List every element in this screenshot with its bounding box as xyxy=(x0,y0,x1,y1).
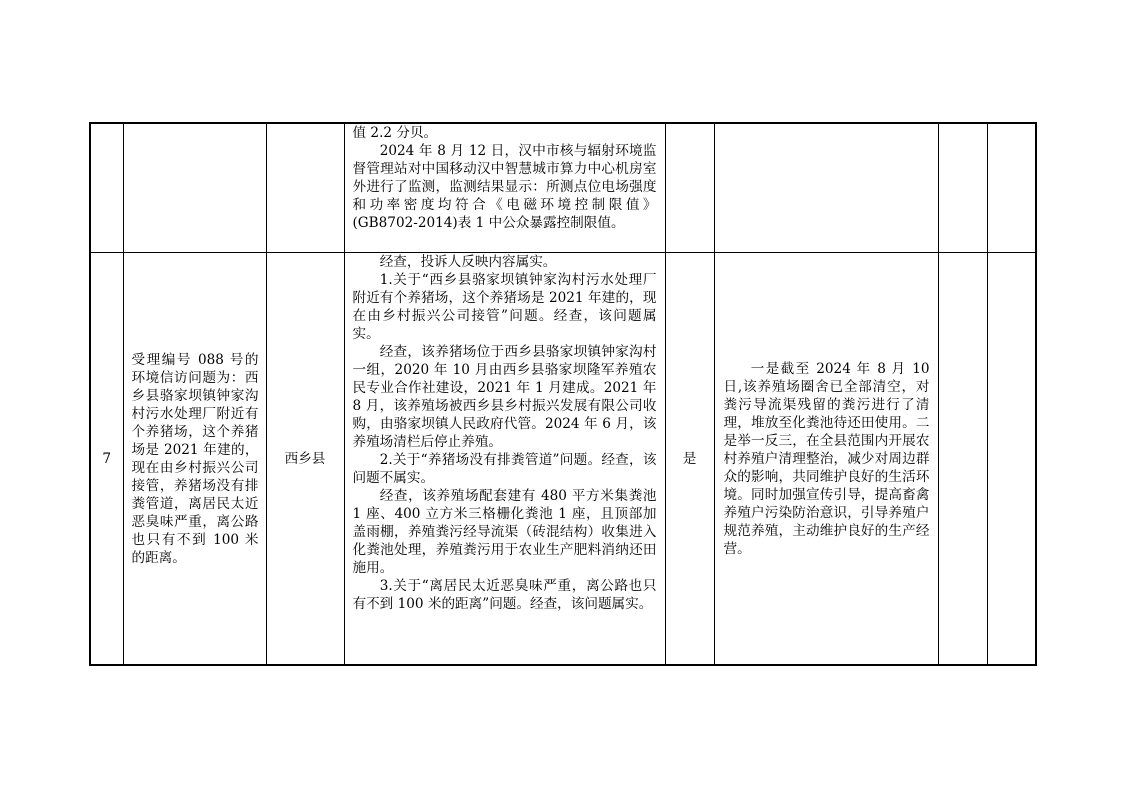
detail-cell xyxy=(344,253,665,666)
table-row xyxy=(90,253,1036,666)
detail-paragraph: 经查，投诉人反映内容属实。 xyxy=(379,254,557,270)
issue-text: 受理编号 088 号的环境信访问题为：西乡县骆家坝镇钟家沟村污水处理厂附近有个养猪场，这个养猪场是 2021 年建的，现在由乡村振兴公司接管，养猪场没有排粪管道，离居民太近恶臭味严重，离公路也只有不到 100 米的距离。 xyxy=(131,351,259,566)
detail-paragraph: 2024 年 8 月 12 日，汉中市核与辐射环境监督管理站对中国移动汉中智慧城市算力中心机房室外进行了监测，监测结果显示：所测点位电场强度和功率密度均符合《电磁环境控制限值》(GB8702-2014)表 1 中公众暴露控制限值。 xyxy=(352,143,657,231)
number-cell: 7 xyxy=(90,253,123,666)
table-row xyxy=(90,123,1036,253)
detail-paragraph: 1.关于“西乡县骆家坝镇钟家沟村污水处理厂附近有个养猪场，这个养猪场是 2021 年建的，现在由乡村振兴公司接管”问题。经查，该问题属实。 xyxy=(352,272,657,342)
detail-paragraph: 3.关于“离居民太近恶臭味严重，离公路也只有不到 100 米的距离”问题。经查，该问题属实。 xyxy=(352,578,657,612)
issue-cell xyxy=(123,253,266,666)
measures-cell xyxy=(714,123,938,253)
extra-cell-1 xyxy=(938,123,987,253)
county-cell: 西乡县 xyxy=(266,253,344,666)
detail-paragraph: 经查，该养殖场配套建有 480 平方米集粪池 1 座、400 立方米三格栅化粪池 1 座，且顶部加盖雨棚，养殖粪污经导流渠（砖混结构）收集进入化粪池处理，养殖粪污用于农业生产肥料消纳还田施用。 xyxy=(352,488,657,576)
county-cell xyxy=(266,123,344,253)
measures-text: 一是截至 2024 年 8 月 10 日,该养殖场圈舍已全部清空，对粪污导流渠残留的粪污进行了清理，堆放至化粪池待还田使用。二是举一反三，在全县范围内开展农村养殖户清理整治，减少对周边群众的影响，共同维护良好的生活环境。同时加强宣传引导，提高畜禽养殖户污染防治意识，引导养殖户规范养殖，主动维护良好的生产经营。 xyxy=(723,360,930,557)
issue-cell xyxy=(123,123,266,253)
number-cell xyxy=(90,123,123,253)
extra-cell-2 xyxy=(987,253,1036,666)
extra-cell-1 xyxy=(938,253,987,666)
complaint-table xyxy=(89,122,1037,666)
detail-paragraph: 经查，该养猪场位于西乡县骆家坝镇钟家沟村一组，2020 年 10 月由西乡县骆家坝隆军养殖农民专业合作社建设，2021 年 1 月建成。2021 年 8 月，该养殖场被西乡县乡村振兴发展有限公司收购，由骆家坝镇人民政府代管。2024 年 6 月，该养殖场清栏后停止养殖。 xyxy=(352,344,657,450)
measures-cell xyxy=(714,253,938,666)
detail-paragraph: 值 2.2 分贝。 xyxy=(352,125,438,141)
detail-paragraph: 2.关于“养猪场没有排粪管道”问题。经查，该问题不属实。 xyxy=(352,452,657,486)
extra-cell-2 xyxy=(987,123,1036,253)
verified-cell: 是 xyxy=(665,253,714,666)
verified-cell xyxy=(665,123,714,253)
detail-cell xyxy=(344,123,665,253)
